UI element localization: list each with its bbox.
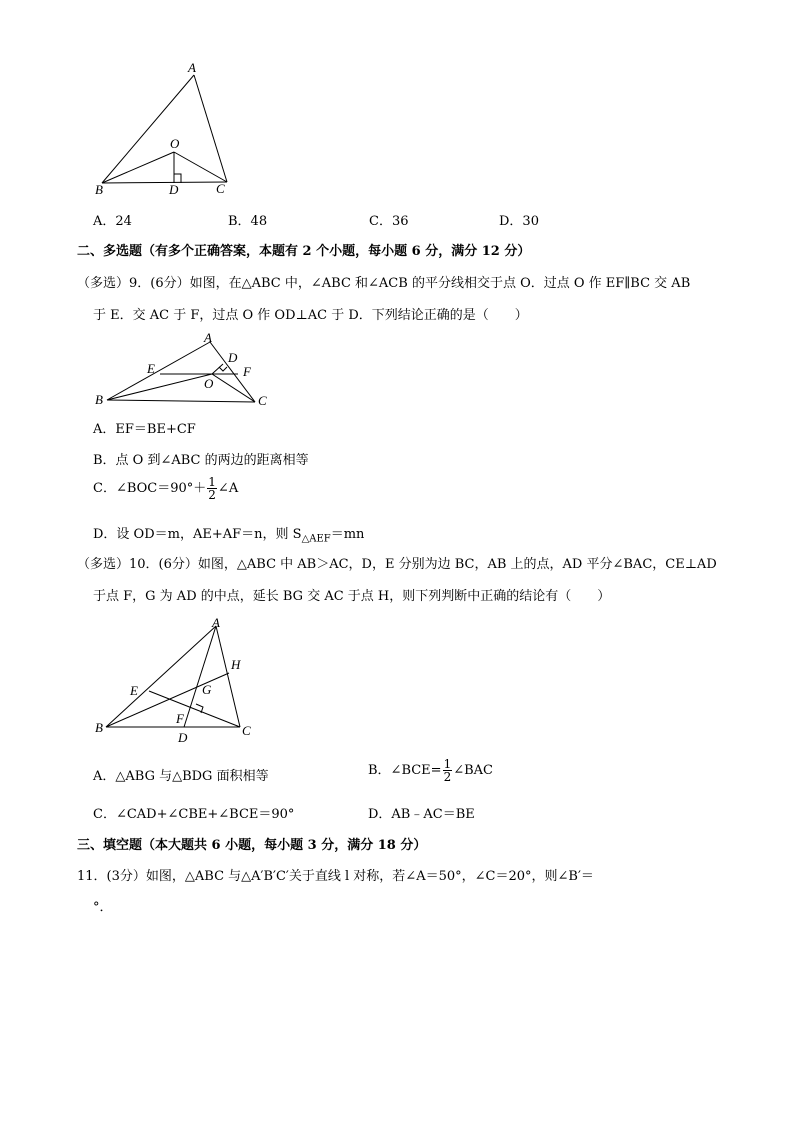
q8-option-a: A．24 [93,214,132,229]
segment-BO [107,374,212,400]
q8-option-c: C．36 [369,214,409,229]
segment-EC [149,691,240,727]
q8-label-A: A [188,60,196,75]
segment-BC [107,400,255,402]
q8-label-D: D [169,182,179,197]
q10-option-a: A．△ABG 与△BDG 面积相等 [93,769,269,784]
q9-label-E: E [147,361,155,376]
q10-label-F: F [176,711,184,726]
fraction-denominator: 2 [443,770,452,784]
q9-option-d [93,523,364,545]
right-angle-mark [196,704,203,713]
q10-label-G: G [202,682,212,697]
fraction-numerator: 1 [208,475,216,489]
q9-label-B: B [95,392,103,407]
q10-stem-line1: （多选）10．(6分）如图，△ABC 中 AB＞AC，D，E 分别为边 BC，AB 上的点，AD 平分∠BAC，CE⊥AD [77,557,717,572]
q10-stem-line2: 于点 F，G 为 AD 的中点，延长 BG 交 AC 于点 H，则下列判断中正确的结论有（ ） [93,589,611,604]
section3-title: 三、填空题（本大题共 6 小题，每小题 3 分，满分 18 分） [77,838,427,853]
segment-AB [107,342,210,400]
q9-stem-line1: （多选）9．(6分）如图，在△ABC 中，∠ABC 和∠ACB 的平分线相交于点 O．过点 O 作 EF∥BC 交 AB [77,276,691,291]
q10-option-d: D．AB﹣AC＝BE [368,807,475,822]
segment-AC [216,626,240,727]
q9-option-d-text: D．设 OD＝m，AE+AF＝n，则 S [93,527,302,542]
q11-stem-line2: °． [93,900,113,915]
q9-option-b: B．点 O 到∠ABC 的两边的距离相等 [93,453,309,468]
q8-option-b: B．48 [228,214,268,229]
q9-label-F: F [243,364,251,379]
q8-label-O: O [170,136,180,151]
q9-option-c-angle: ∠A [217,481,239,496]
q9-label-A: A [204,330,212,345]
segment-BO [102,152,174,183]
fraction-denominator: 2 [208,488,216,502]
q8-option-d: D．30 [499,214,539,229]
q9-option-a: A．EF＝BE+CF [93,422,196,437]
q8-label-B: B [95,182,103,197]
q9-label-O: O [204,376,214,391]
segment-AB [102,75,194,183]
fraction-numerator: 1 [443,757,452,771]
q10-label-A: A [212,615,220,630]
q10-option-b-text: B．∠BCE= [368,763,442,778]
q10-label-H: H [231,657,241,672]
q9-option-c-fraction [207,476,217,501]
segment-BC [102,182,227,183]
q9-label-C: C [258,393,267,408]
q9-option-d-subscript: △AEF [301,533,331,545]
q9-option-d-tail: ＝mn [330,527,365,542]
q9-label-D: D [228,350,238,365]
q10-label-E: E [130,683,138,698]
q8-label-C: C [216,181,225,196]
q10-option-b-angle: ∠BAC [453,763,493,778]
q11-stem-line1: 11．(3分）如图，△ABC 与△A′B′C′关于直线 l 对称，若∠A＝50°，∠C＝20°，则∠B′＝ [77,869,594,884]
q10-option-b [368,758,493,783]
section2-title: 二、多选题（有多个正确答案，本题有 2 个小题，每小题 6 分，满分 12 分） [77,244,531,259]
q10-option-c: C．∠CAD+∠CBE+∠BCE＝90° [93,807,295,822]
q10-label-D: D [178,730,188,745]
q10-option-b-fraction [443,758,453,783]
q10-label-B: B [95,720,103,735]
q10-label-C: C [242,723,251,738]
q9-stem-line2: 于 E．交 AC 于 F，过点 O 作 OD⊥AC 于 D．下列结论正确的是（ ） [93,308,528,323]
right-angle-mark [219,367,227,371]
q9-option-c [93,476,238,501]
q9-option-c-text: C．∠BOC＝90°＋ [93,481,207,496]
